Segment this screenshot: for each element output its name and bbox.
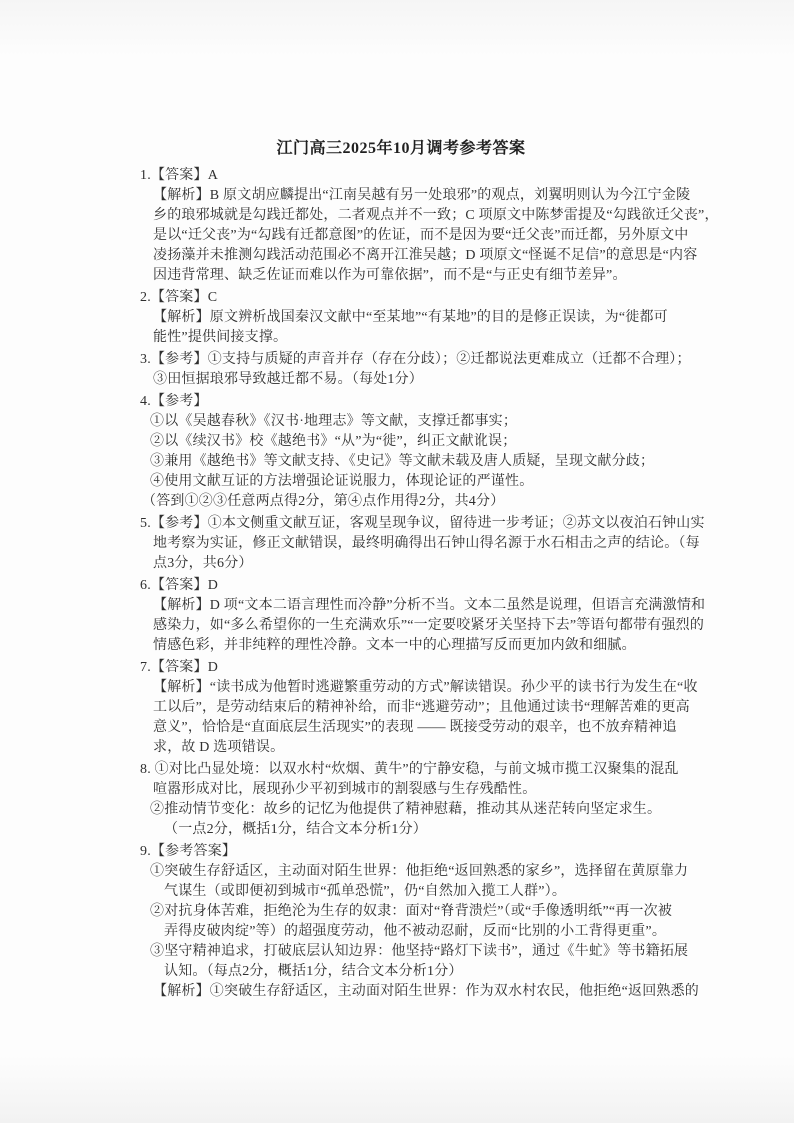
answer-point: 喧嚣形成对比，展现孙少平初到城市的割裂感与生存残酷性。 — [153, 782, 537, 797]
analysis-line: 【解析】①突破生存舒适区，主动面对陌生世界：作为双水村农民，他拒绝“返回熟悉的 — [153, 984, 700, 999]
reference-line: ③田恒据琅邪导致越迁都不易。（每处1分） — [153, 372, 423, 387]
reference-point: ②以《续汉书》校《越绝书》“从”为“徙”，纠正文献讹误； — [150, 434, 517, 449]
analysis-line: 【解析】“读书成为他暂时逃避繁重劳动的方式”解读错误。孙少平的读书行为发生在“收 — [153, 680, 698, 695]
answer-item-5 — [140, 514, 705, 574]
scoring-note-line: （一点2分，概括1分，结合文本分析1分） — [164, 822, 427, 837]
analysis-line: 意义”，恰恰是“直面底层生活现实”的表现 —— 既接受劳动的艰辛，也不放弃精神追 — [153, 720, 677, 735]
reference-line: 4.【参考】 — [140, 394, 208, 409]
analysis-line: 情感色彩，并非纯粹的理性冷静。文本一中的心理描写反而更加内敛和细腻。 — [153, 638, 636, 653]
reference-line: 5.【参考】①本文侧重文献互证，客观呈现争议，留待进一步考证；②苏文以夜泊石钟山实 — [140, 516, 705, 531]
reference-line: 点3分，共6分） — [153, 556, 253, 571]
answer-item-8 — [140, 760, 679, 840]
answer-item-6 — [140, 576, 706, 656]
answer-item-3 — [140, 350, 691, 390]
answer-point: 8. ①对比凸显处境：以双水村“炊烟、黄牛”的宁静安稳，与前文城市揽工汉聚集的混乱 — [140, 762, 679, 777]
reference-line: 地考察为实证，修正文献错误，最终明确得出石钟山得名源于水石相击之声的结论。（每 — [153, 536, 700, 551]
answer-point: 气谋生（或即便初到城市“孤单恐慌”，仍“自然加入揽工人群”）。 — [164, 884, 567, 899]
answer-item-7 — [140, 658, 698, 758]
answer-line: 2.【答案】C — [140, 290, 218, 305]
answer-point: 认知。（每点2分，概括1分，结合文本分析1分） — [164, 964, 463, 979]
answer-point: ③坚守精神追求，打破底层认知边界：他坚持“路灯下读书”，通过《牛虻》等书籍拓展 — [150, 944, 689, 959]
answer-item-9 — [140, 842, 700, 1002]
analysis-line: 【解析】原文辨析战国秦汉文献中“至某地”“有某地”的目的是修正误读，为“徙都可 — [153, 310, 668, 325]
analysis-line: 求，故 D 选项错误。 — [153, 740, 285, 755]
reference-line: 9.【参考答案】 — [140, 844, 237, 859]
answer-line: 7.【答案】D — [140, 660, 219, 675]
answer-item-1 — [140, 166, 719, 286]
scoring-note-line: （答到①②③任意两点得2分，第④点作用得2分，共4分） — [142, 494, 505, 509]
analysis-line: 感染力，如“多么希望你的一生充满欢乐”“一定要咬紧牙关坚持下去”等语句都带有强烈的 — [153, 618, 705, 633]
answer-line: 1.【答案】A — [140, 168, 219, 183]
answer-item-4 — [140, 392, 662, 512]
reference-point: ①以《吴越春秋》《汉书·地理志》等文献，支撑迁都事实； — [150, 414, 518, 429]
reference-point: ④使用文献互证的方法增强论证说服力，体现论证的严谨性。 — [150, 474, 534, 489]
reference-line: 3.【参考】①支持与质疑的声音并存（存在分歧）；②迁都说法更难成立（迁都不合理）； — [140, 352, 691, 367]
analysis-line: 因违背常理、缺乏佐证而难以作为可靠依据”，而不是“与正史有细节差异”。 — [153, 268, 627, 283]
answer-point: ①突破生存舒适区，主动面对陌生世界：他拒绝“返回熟悉的家乡”，选择留在黄原靠力 — [150, 864, 689, 879]
analysis-line: 是以“迁父丧”为“勾践有迁都意图”的佐证，而不是因为要“迁父丧”而迁都，另外原文中 — [153, 228, 689, 243]
reference-point: ③兼用《越绝书》等文献支持、《史记》等文献未载及唐人质疑，呈现文献分歧； — [150, 454, 655, 469]
analysis-line: 【解析】D 项“文本二语言理性而冷静”分析不当。文本二虽然是说理，但语言充满激情和 — [153, 598, 706, 613]
analysis-line: 乡的琅邪城就是勾践迁都处，二者观点并不一致；C 项原文中陈梦雷提及“勾践欲迁父丧”， — [153, 208, 719, 223]
analysis-line: 能性”提供间接支撑。 — [153, 330, 288, 345]
answer-point: ②推动情节变化：故乡的记忆为他提供了精神慰藉，推动其从迷茫转向坚定求生。 — [150, 802, 662, 817]
document-content — [140, 138, 719, 1002]
answer-point: ②对抗身体苦难，拒绝沦为生存的奴隶：面对“脊背溃烂”（或“手像透明纸”“再一次被 — [150, 904, 673, 919]
exam-title: 江门高三2025年10月调考参考答案 — [276, 140, 526, 157]
answer-item-2 — [140, 288, 668, 348]
answer-point: 弄得皮破肉绽”等）的超强度劳动，他不被动忍耐，反而“比别的小工背得更重”。 — [164, 924, 667, 939]
answer-line: 6.【答案】D — [140, 578, 219, 593]
analysis-line: 凌扬藻并未推测勾践活动范围必不离开江淮吴越；D 项原文“怪诞不足信”的意思是“内容 — [153, 248, 698, 263]
analysis-line: 工以后”，是劳动结束后的精神补给，而非“逃避劳动”；且他通过读书“理解苦难的更高 — [153, 700, 690, 715]
analysis-line: 【解析】B 原文胡应麟提出“江南吴越有另一处琅邪”的观点，刘翼明则认为今江宁金陵 — [153, 188, 691, 203]
